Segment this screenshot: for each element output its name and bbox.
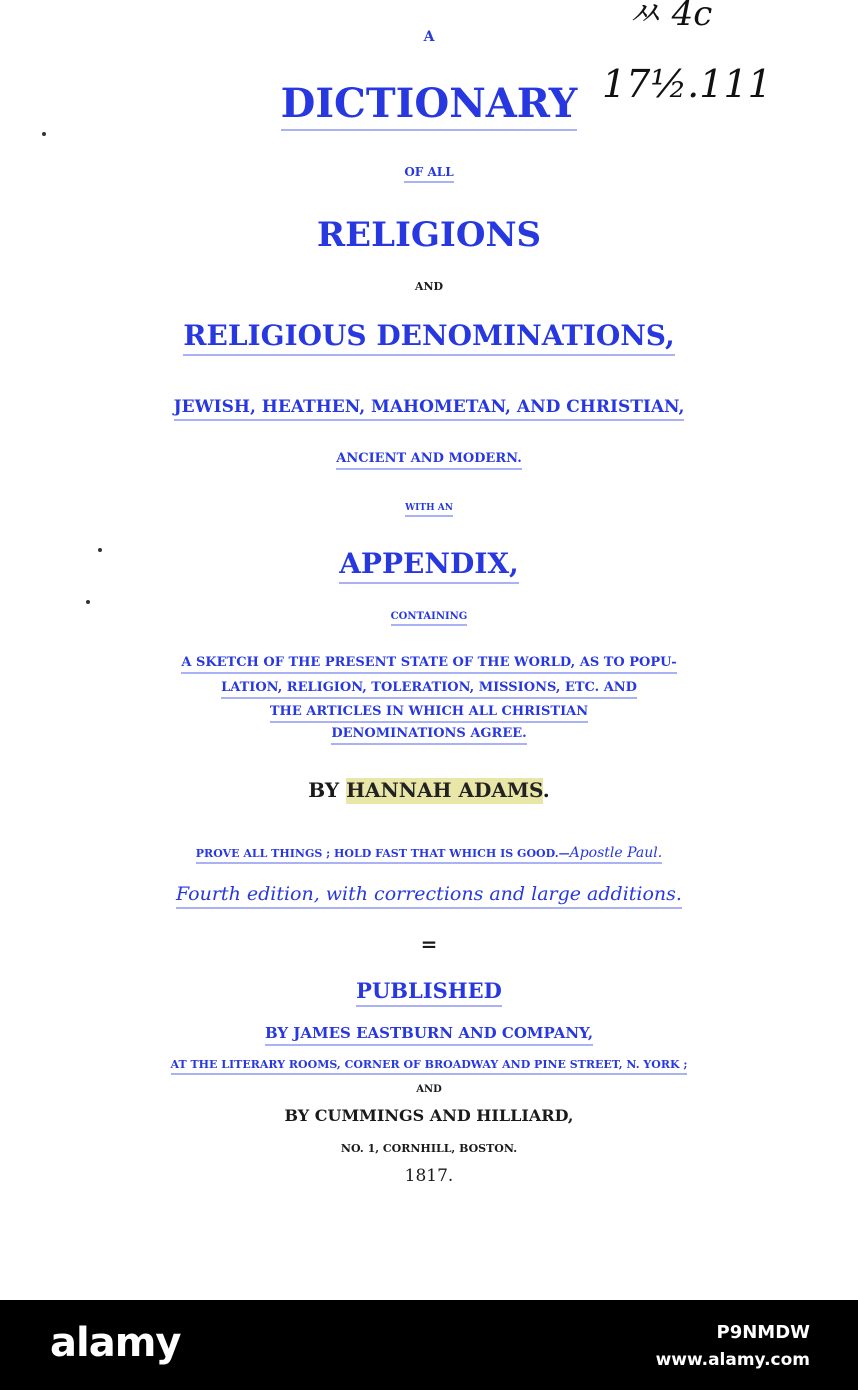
subtitle-ancient: ANCIENT AND MODERN.	[0, 452, 858, 465]
sketch-line: LATION, RELIGION, TOLERATION, MISSIONS, ETC. AND	[0, 681, 858, 694]
rule: =	[420, 932, 438, 956]
sketch-line: THE ARTICLES IN WHICH ALL CHRISTIAN	[0, 705, 858, 718]
site-url: www.alamy.com	[655, 1350, 810, 1370]
sketch-line: A SKETCH OF THE PRESENT STATE OF THE WORLD, AS TO POPU-	[0, 656, 858, 669]
author-line: BY HANNAH ADAMS.	[308, 778, 550, 802]
title-denominations: RELIGIOUS DENOMINATIONS,	[0, 322, 858, 350]
title-dictionary: DICTIONARY	[0, 84, 858, 124]
publisher-2: BY CUMMINGS AND HILLIARD,	[284, 1106, 574, 1125]
title-of-all: OF ALL	[0, 166, 858, 178]
title-religions: RELIGIONS	[316, 215, 542, 255]
image-id: P9NMDW	[716, 1322, 810, 1343]
containing: CONTAINING	[0, 612, 858, 622]
watermark-footer	[0, 1300, 858, 1390]
title-a: A	[423, 29, 435, 45]
published: PUBLISHED	[0, 980, 858, 1001]
alamy-logo: alamy	[50, 1320, 181, 1366]
motto: PROVE ALL THINGS ; HOLD FAST THAT WHICH IS GOOD.—Apostle Paul.	[0, 846, 858, 860]
author-name: HANNAH ADAMS	[346, 778, 543, 802]
and-2: AND	[416, 1084, 442, 1095]
year: 1817.	[404, 1166, 454, 1186]
address-2: NO. 1, CORNHILL, BOSTON.	[340, 1142, 518, 1155]
title-appendix: APPENDIX,	[0, 550, 858, 578]
subtitle-with-an: WITH AN	[0, 504, 858, 513]
sketch-line: DENOMINATIONS AGREE.	[0, 727, 858, 740]
address-1: AT THE LITERARY ROOMS, CORNER OF BROADWAY AND PINE STREET, N. YORK ;	[0, 1059, 858, 1070]
publisher-1: BY JAMES EASTBURN AND COMPANY,	[0, 1026, 858, 1041]
handwritten-shelfmark: 17½.111	[602, 62, 772, 106]
handwritten-mark: ﾶ 4c	[628, 0, 713, 34]
title-and: AND	[414, 280, 444, 293]
edition: Fourth edition, with corrections and large additions.	[0, 885, 858, 904]
subtitle-jewish: JEWISH, HEATHEN, MAHOMETAN, AND CHRISTIAN,	[0, 399, 858, 416]
